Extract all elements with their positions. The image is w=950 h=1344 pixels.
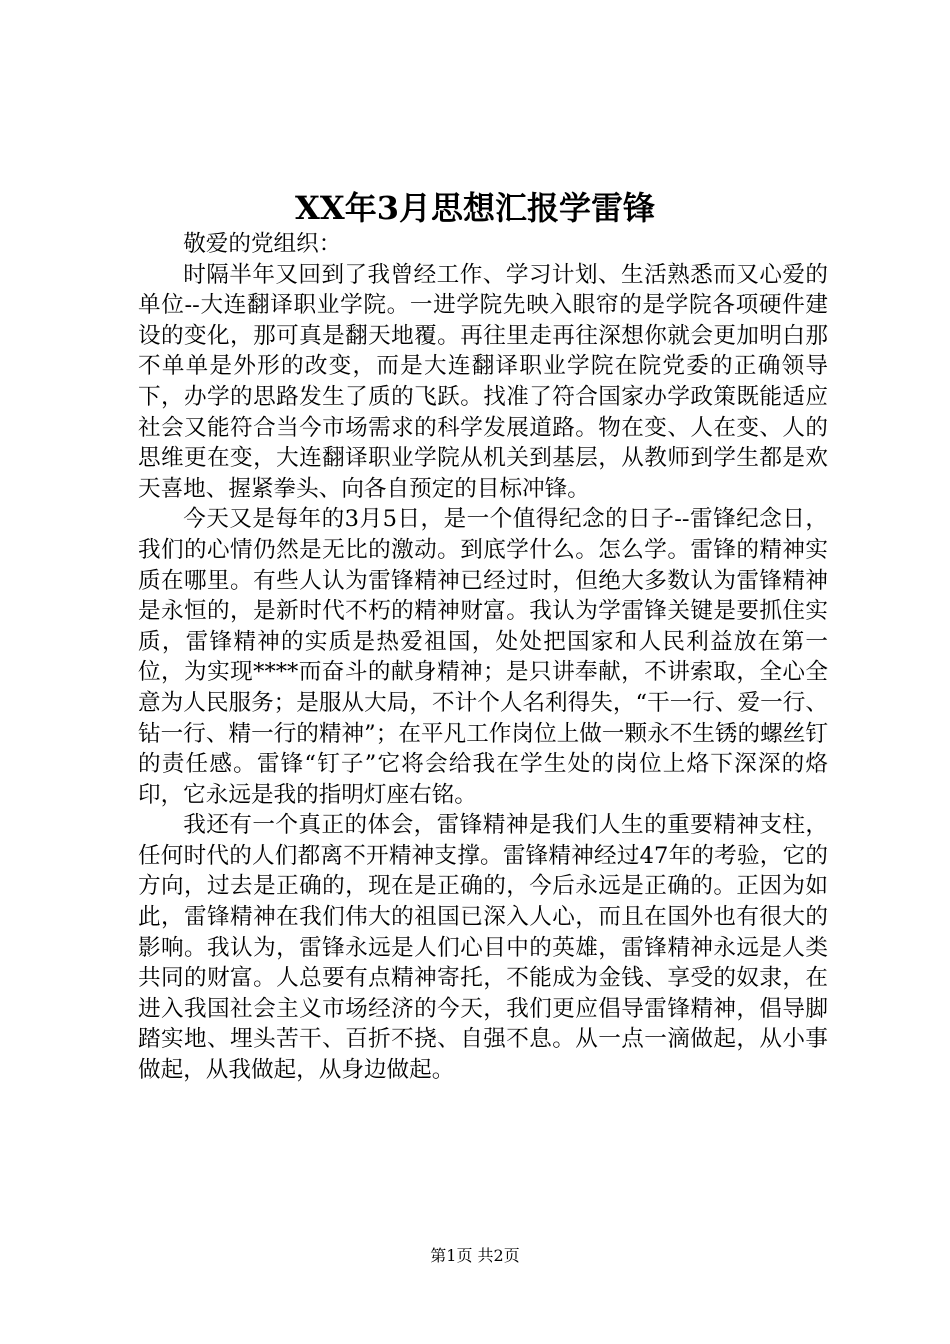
- document-title: XX年3月思想汇报学雷锋: [295, 189, 655, 227]
- page-footer: 第1页 共2页: [430, 1246, 520, 1265]
- paragraph-2: 今天又是每年的3月5日，是一个值得纪念的日子--雷锋纪念日，我们的心情仍然是无比的激动。到底学什么。怎么学。雷锋的精神实质在哪里。有些人认为雷锋精神已经过时，但绝大多数认为雷锋精神是永恒的，是新时代不朽的精神财富。我认为学雷锋关键是要抓住实质，雷锋精神的实质是热爱祖国，处处把国家和人民利益放在第一位，为实现****而奋斗的献身精神；是只讲奉献，不讲索取，全心全意为人民服务；是服从大局，不计个人名利得失，“干一行、爱一行、钻一行、精一行的精神”；在平凡工作岗位上做一颗永不生锈的螺丝钉的责任感。雷锋“钉子”它将会给我在学生处的岗位上烙下深深的烙印，它永远是我的指明灯座右铭。: [138, 506, 828, 808]
- document-body: [138, 229, 828, 1086]
- paragraph-3: 我还有一个真正的体会，雷锋精神是我们人生的重要精神支柱，任何时代的人们都离不开精神支撑。雷锋精神经过47年的考验，它的方向，过去是正确的，现在是正确的，今后永远是正确的。正因为如此，雷锋精神在我们伟大的祖国已深入人心，而且在国外也有很大的影响。我认为，雷锋永远是人们心目中的英雄，雷锋精神永远是人类共同的财富。人总要有点精神寄托，不能成为金钱、享受的奴隶，在进入我国社会主义市场经济的今天，我们更应倡导雷锋精神，倡导脚踏实地、埋头苦干、百折不挠、自强不息。从一点一滴做起，从小事做起，从我做起，从身边做起。: [138, 812, 828, 1084]
- paragraph-1: 时隔半年又回到了我曾经工作、学习计划、生活熟悉而又心爱的单位--大连翻译职业学院。一进学院先映入眼帘的是学院各项硬件建设的变化，那可真是翻天地覆。再往里走再往深想你就会更加明白那不单单是外形的改变，而是大连翻译职业学院在院党委的正确领导下，办学的思路发生了质的飞跃。找准了符合国家办学政策既能适应社会又能符合当今市场需求的科学发展道路。物在变、人在变、人的思维更在变，大连翻译职业学院从机关到基层，从教师到学生都是欢天喜地、握紧拳头、向各自预定的目标冲锋。: [138, 261, 828, 502]
- salutation: 敬爱的党组织：: [183, 231, 342, 257]
